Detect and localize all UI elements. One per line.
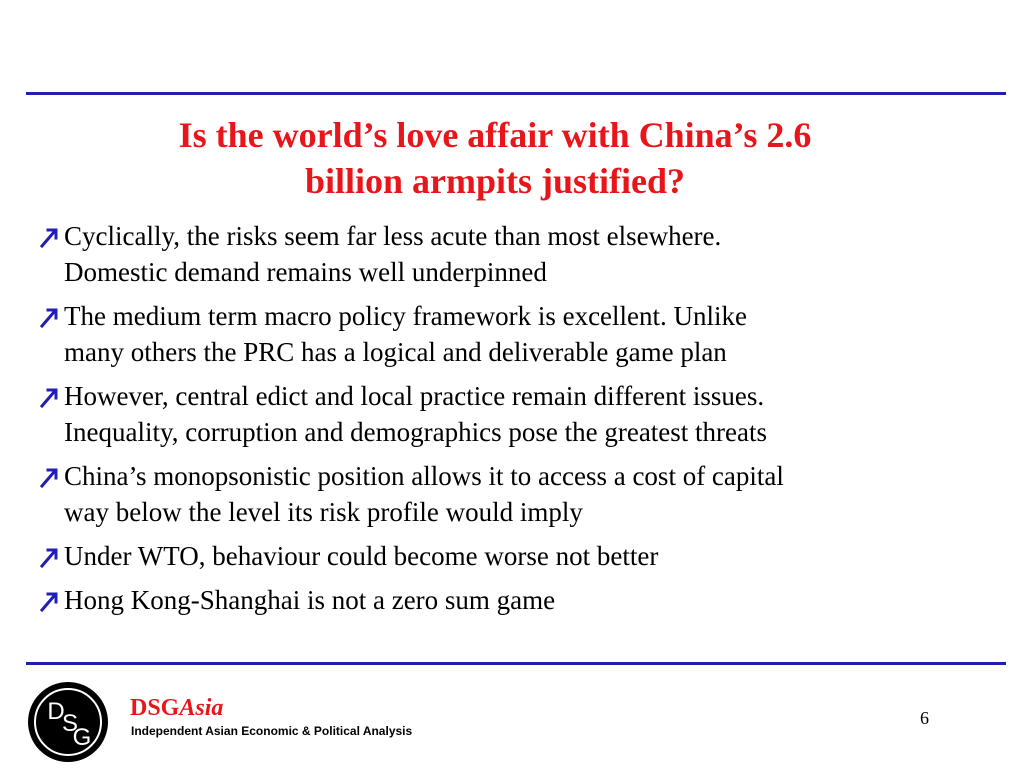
bullet-item <box>36 458 996 530</box>
slide-title-text: Is the world’s love affair with China’s 2.6 billion armpits justified? <box>178 115 812 201</box>
dsg-logo <box>26 680 110 764</box>
arrow-up-right-icon <box>36 586 64 616</box>
bullet-item <box>36 298 996 370</box>
bullet-text: Under WTO, behaviour could become worse not better <box>64 541 659 571</box>
bottom-divider <box>26 662 1006 665</box>
brand-suffix: Asia <box>179 695 224 721</box>
bullet-item <box>36 378 996 450</box>
bullet-text: Cyclically, the risks seem far less acute than most elsewhere. Domestic demand remains well underpinned <box>64 221 722 287</box>
bullet-list <box>36 218 996 626</box>
arrow-up-right-icon <box>36 222 64 252</box>
arrow-up-right-icon <box>36 382 64 412</box>
bullet-item <box>36 218 996 290</box>
brand-tagline: Independent Asian Economic & Political Analysis <box>131 724 413 738</box>
brand-name <box>130 694 223 722</box>
arrow-up-right-icon <box>36 462 64 492</box>
logo-letter-g: G <box>72 724 92 751</box>
slide-title <box>60 112 930 204</box>
bullet-item <box>36 582 996 618</box>
bullet-text: Hong Kong-Shanghai is not a zero sum game <box>64 585 556 615</box>
brand-prefix: DSG <box>130 695 180 721</box>
bullet-text: However, central edict and local practice remain different issues. Inequality, corruption and demographics pose the greatest threats <box>64 381 768 447</box>
arrow-up-right-icon <box>36 542 64 572</box>
arrow-up-right-icon <box>36 302 64 332</box>
bullet-text: China’s monopsonistic position allows it to access a cost of capital way below the level its risk profile would imply <box>64 461 784 527</box>
bullet-item <box>36 538 996 574</box>
top-divider <box>26 92 1006 95</box>
bullet-text: The medium term macro policy framework is excellent. Unlike many others the PRC has a logical and deliverable game plan <box>64 301 748 367</box>
logo-letter-s: S <box>61 710 79 737</box>
logo-letter-d: D <box>47 698 65 725</box>
page-number: 6 <box>920 708 929 728</box>
